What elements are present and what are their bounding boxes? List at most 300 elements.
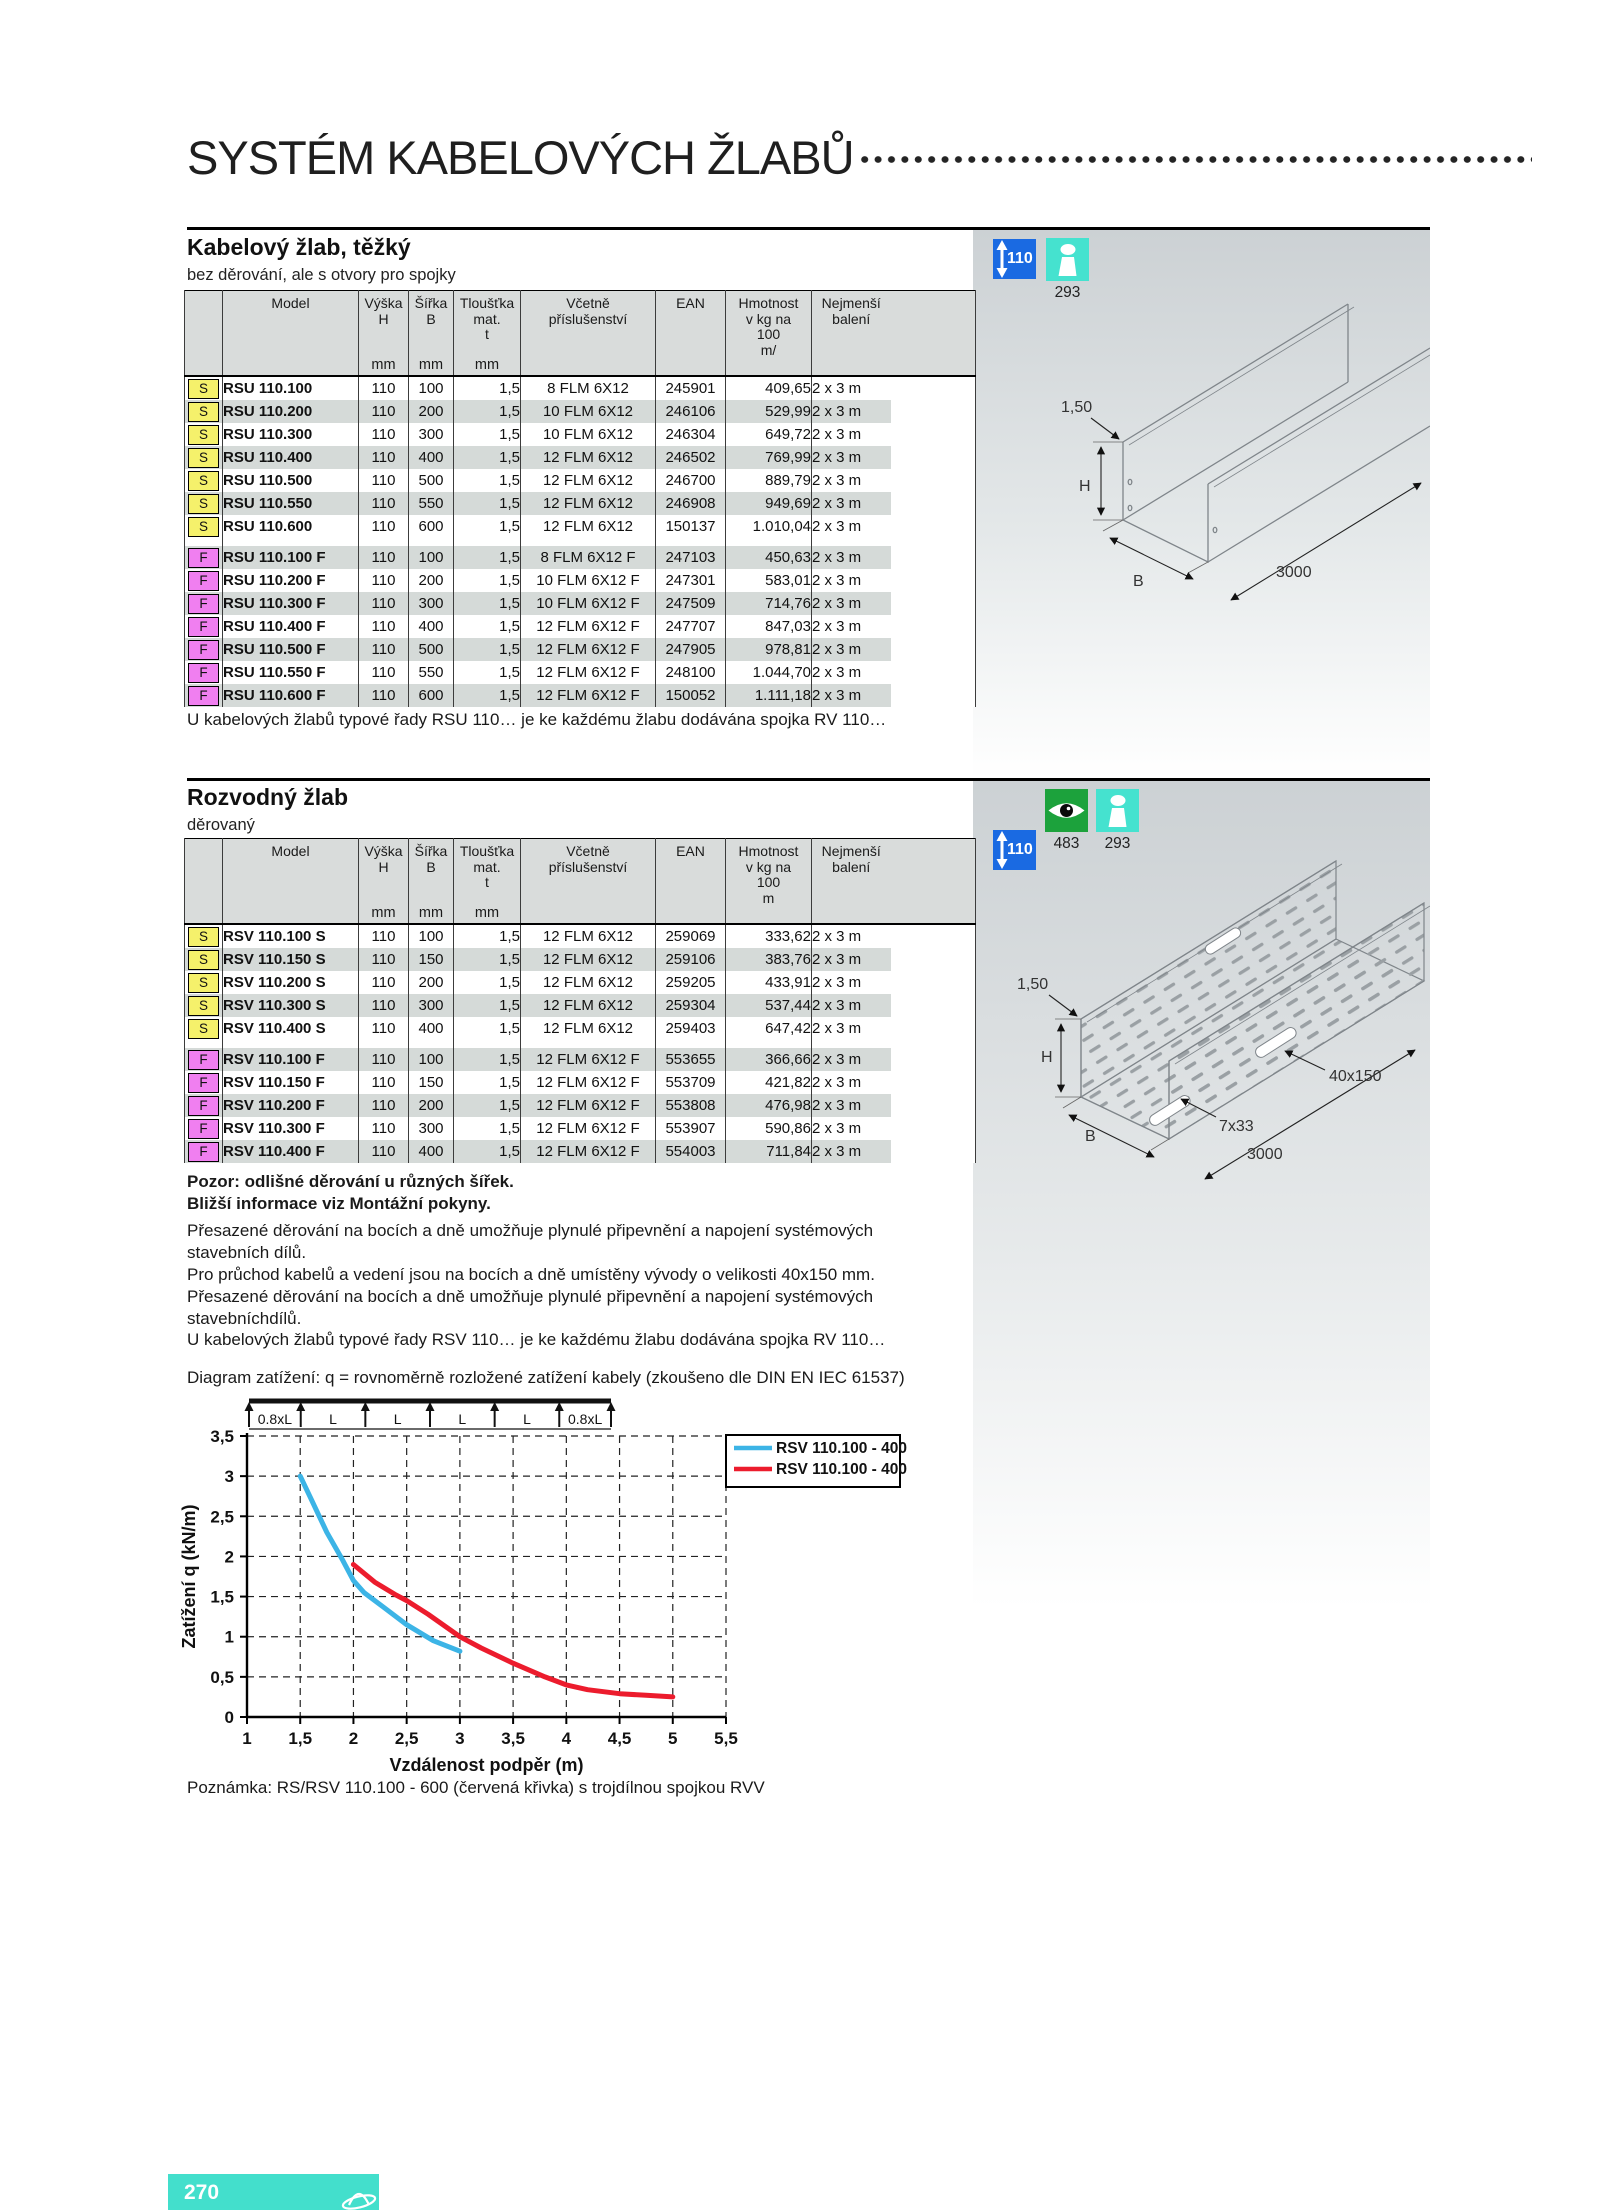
cell-sirka: 300 [409,1117,454,1140]
cell-prislusenstvi: 12 FLM 6X12 F [521,1140,656,1163]
cell-badge [185,971,223,994]
x-tick-label: 3 [455,1729,465,1748]
type-badge-f: F [188,1096,219,1116]
cell-baleni: 2 x 3 m [812,400,891,423]
x-tick-label: 3,5 [501,1729,525,1748]
cell-baleni: 2 x 3 m [812,1117,891,1140]
cell-prislusenstvi: 12 FLM 6X12 [521,492,656,515]
cell-hmotnost: 450,63 [726,546,812,569]
cell-tloustka: 1,5 [454,592,521,615]
type-badge-f: F [188,594,219,614]
cell-tloustka: 1,5 [454,376,521,400]
cell-vyska: 110 [359,661,409,684]
cell-badge [185,1071,223,1094]
height-110-label: 110 [1007,250,1033,267]
x-axis-title: Vzdálenost podpěr (m) [389,1755,584,1775]
cell-tloustka: 1,5 [454,1094,521,1117]
cell-model: RSU 110.300 [223,423,359,446]
cell-prislusenstvi: 12 FLM 6X12 F [521,1117,656,1140]
cell-vyska: 110 [359,569,409,592]
cell-prislusenstvi: 10 FLM 6X12 [521,423,656,446]
cell-prislusenstvi: 12 FLM 6X12 [521,924,656,948]
beam-label: 0.8xL [568,1411,603,1427]
cell-tloustka: 1,5 [454,994,521,1017]
table-row [185,1048,976,1071]
table-row [185,492,976,515]
cell-tloustka: 1,5 [454,423,521,446]
cell-ean: 247509 [656,592,726,615]
y-axis-title: Zatížení q (kN/m) [180,1504,199,1649]
cell-model: RSU 110.500 [223,469,359,492]
cell-badge [185,1140,223,1163]
cell-baleni: 2 x 3 m [812,515,891,538]
cell-tloustka: 1,5 [454,1048,521,1071]
cell-ean: 247707 [656,615,726,638]
col-header-ean: EAN [656,839,726,925]
chart-note: Poznámka: RS/RSV 110.100 - 600 (červená křivka) s trojdílnou spojkou RVV [187,1778,765,1797]
cell-sirka: 150 [409,948,454,971]
cell-model: RSU 110.200 [223,400,359,423]
cell-model: RSU 110.100 [223,376,359,400]
table-row [185,515,976,538]
col-header-hmotnost: Hmotnost v kg na 100 m/ [726,291,812,377]
cell-model: RSU 110.200 F [223,569,359,592]
cell-prislusenstvi: 12 FLM 6X12 [521,1017,656,1040]
cell-sirka: 550 [409,492,454,515]
page-title: SYSTÉM KABELOVÝCH ŽLABŮ [187,131,854,184]
cell-model: RSV 110.300 S [223,994,359,1017]
cell-tloustka: 1,5 [454,515,521,538]
table-row [185,592,976,615]
cell-hmotnost: 409,65 [726,376,812,400]
cell-baleni: 2 x 3 m [812,492,891,515]
cell-ean: 259106 [656,948,726,971]
dim-thickness-label: 1,50 [1061,399,1093,416]
cell-model: RSU 110.550 F [223,661,359,684]
cell-ean: 245901 [656,376,726,400]
cell-prislusenstvi: 12 FLM 6X12 F [521,1094,656,1117]
cell-sirka: 500 [409,638,454,661]
table-row [185,661,976,684]
section1-heading: Kabelový žlab, těžký [187,234,411,260]
cell-sirka: 400 [409,446,454,469]
cell-baleni: 2 x 3 m [812,638,891,661]
cell-sirka: 200 [409,400,454,423]
cell-tloustka: 1,5 [454,546,521,569]
y-tick-label: 0 [224,1708,234,1727]
cell-prislusenstvi: 12 FLM 6X12 F [521,1048,656,1071]
x-tick-label: 1,5 [288,1729,313,1748]
cell-badge [185,924,223,948]
x-tick-label: 5 [668,1729,678,1748]
cell-hmotnost: 1.044,70 [726,661,812,684]
warning-line-1: Pozor: odlišné děrování u různých šířek. [187,1172,514,1191]
cell-tloustka: 1,5 [454,924,521,948]
type-badge-f: F [188,548,219,568]
dim-slot-label: 7x33 [1219,1118,1254,1135]
cell-prislusenstvi: 12 FLM 6X12 [521,446,656,469]
cell-ean: 259069 [656,924,726,948]
cell-badge [185,446,223,469]
beam-label: L [393,1411,402,1427]
cell-ean: 248100 [656,661,726,684]
type-badge-s: S [188,379,219,399]
cell-baleni: 2 x 3 m [812,948,891,971]
cell-vyska: 110 [359,592,409,615]
section1-note: U kabelových žlabů typové řady RSU 110… je ke každému žlabu dodávána spojka RV 110… [187,710,887,729]
table-row [185,948,976,971]
dim-height-label: H [1041,1049,1053,1066]
table-row [185,924,976,948]
body-line: Pro průchod kabelů a vedení jsou na bocích a dně umístěny vývody o velikosti 40x150 mm. [187,1265,875,1284]
table-row [185,446,976,469]
cell-tloustka: 1,5 [454,661,521,684]
table-row [185,1140,976,1163]
x-tick-label: 2 [348,1729,359,1748]
col-header-baleni: Nejmenší balení [812,839,891,925]
cell-ean: 150052 [656,684,726,707]
col-header-model: Model [223,291,359,377]
cell-model: RSU 110.100 F [223,546,359,569]
cell-vyska: 110 [359,1140,409,1163]
cell-model: RSV 110.200 F [223,1094,359,1117]
cell-hmotnost: 529,99 [726,400,812,423]
type-badge-s: S [188,471,219,491]
cell-ean: 246304 [656,423,726,446]
cell-vyska: 110 [359,994,409,1017]
cell-ean: 553709 [656,1071,726,1094]
cell-model: RSV 110.200 S [223,971,359,994]
cell-hmotnost: 537,44 [726,994,812,1017]
cell-prislusenstvi: 10 FLM 6X12 [521,400,656,423]
cell-tloustka: 1,5 [454,446,521,469]
group-spacer [185,538,976,546]
cell-hmotnost: 978,81 [726,638,812,661]
cell-badge [185,615,223,638]
cell-ean: 247301 [656,569,726,592]
cell-ean: 150137 [656,515,726,538]
cell-ean: 553808 [656,1094,726,1117]
type-badge-f: F [188,571,219,591]
col-header-vyska: Výška H mm [359,839,409,925]
cell-model: RSU 110.400 [223,446,359,469]
table-row [185,615,976,638]
beam-label: 0.8xL [257,1411,292,1427]
cell-hmotnost: 647,42 [726,1017,812,1040]
type-badge-f: F [188,617,219,637]
table-row [185,638,976,661]
type-badge-f: F [188,1119,219,1139]
dim-length-label: 3000 [1276,564,1312,581]
cell-prislusenstvi: 12 FLM 6X12 [521,994,656,1017]
section1-subheading: bez děrování, ale s otvory pro spojky [187,266,456,284]
cell-baleni: 2 x 3 m [812,971,891,994]
cell-vyska: 110 [359,400,409,423]
col-header-model: Model [223,839,359,925]
type-badge-f: F [188,686,219,706]
cell-badge [185,638,223,661]
cell-prislusenstvi: 8 FLM 6X12 F [521,546,656,569]
cell-badge [185,948,223,971]
cell-hmotnost: 590,86 [726,1117,812,1140]
table-row [185,1071,976,1094]
cell-model: RSU 110.600 [223,515,359,538]
cell-tloustka: 1,5 [454,569,521,592]
cell-vyska: 110 [359,1117,409,1140]
col-header-tloustka: Tloušťka mat. t mm [454,839,521,925]
cell-sirka: 400 [409,1017,454,1040]
info-icon-ref: 293 [1104,835,1131,852]
col-header-filler [891,291,976,377]
y-tick-label: 2 [224,1547,234,1567]
cell-sirka: 200 [409,1094,454,1117]
cell-prislusenstvi: 12 FLM 6X12 F [521,615,656,638]
info-icon-ref: 293 [1054,284,1081,301]
cell-sirka: 300 [409,994,454,1017]
cell-model: RSU 110.400 F [223,615,359,638]
type-badge-s: S [188,517,219,537]
type-badge-s: S [188,950,219,970]
cell-prislusenstvi: 8 FLM 6X12 [521,376,656,400]
cell-sirka: 550 [409,661,454,684]
cell-hmotnost: 714,76 [726,592,812,615]
table-row [185,971,976,994]
cell-vyska: 110 [359,376,409,400]
legend-label: RSV 110.100 - 400 [776,1440,907,1457]
cell-hmotnost: 769,99 [726,446,812,469]
cell-tloustka: 1,5 [454,469,521,492]
warning-line-2: Bližší informace viz Montážní pokyny. [187,1194,491,1213]
cell-sirka: 600 [409,684,454,707]
cell-badge [185,515,223,538]
cell-model: RSV 110.150 F [223,1071,359,1094]
cell-baleni: 2 x 3 m [812,376,891,400]
cell-ean: 246106 [656,400,726,423]
table-row [185,423,976,446]
eye-icon-ref: 483 [1053,835,1080,852]
cell-model: RSU 110.500 F [223,638,359,661]
table-row [185,469,976,492]
cell-hmotnost: 583,01 [726,569,812,592]
type-badge-s: S [188,448,219,468]
cell-tloustka: 1,5 [454,615,521,638]
cell-model: RSV 110.150 S [223,948,359,971]
cell-vyska: 110 [359,615,409,638]
x-tick-label: 5,5 [714,1729,738,1748]
type-badge-s: S [188,402,219,422]
beam-label: L [523,1411,531,1427]
cell-prislusenstvi: 12 FLM 6X12 F [521,1071,656,1094]
cell-ean: 553655 [656,1048,726,1071]
type-badge-s: S [188,494,219,514]
cell-baleni: 2 x 3 m [812,423,891,446]
height-110-label: 110 [1007,841,1033,858]
cell-baleni: 2 x 3 m [812,1017,891,1040]
col-header-prislusenstvi: Včetně příslušenství [521,291,656,377]
cell-tloustka: 1,5 [454,1071,521,1094]
cell-baleni: 2 x 3 m [812,1071,891,1094]
cell-model: RSU 110.600 F [223,684,359,707]
cell-badge [185,423,223,446]
type-badge-f: F [188,1073,219,1093]
tray-drawing-plain [973,230,1430,778]
cell-vyska: 110 [359,638,409,661]
cell-model: RSV 110.400 S [223,1017,359,1040]
dim-height-label: H [1079,478,1091,495]
type-badge-f: F [188,1050,219,1070]
load-diagram [180,1393,1020,1823]
cell-sirka: 100 [409,1048,454,1071]
cell-vyska: 110 [359,515,409,538]
cell-hmotnost: 847,03 [726,615,812,638]
cell-hmotnost: 1.111,18 [726,684,812,707]
cell-hmotnost: 433,91 [726,971,812,994]
cell-tloustka: 1,5 [454,638,521,661]
cell-vyska: 110 [359,948,409,971]
cell-ean: 246502 [656,446,726,469]
cell-model: RSV 110.100 S [223,924,359,948]
cell-hmotnost: 366,66 [726,1048,812,1071]
cell-sirka: 400 [409,1140,454,1163]
cell-baleni: 2 x 3 m [812,661,891,684]
cell-hmotnost: 949,69 [726,492,812,515]
cell-hmotnost: 889,79 [726,469,812,492]
page-number: 270 [184,2181,220,2204]
cell-sirka: 300 [409,592,454,615]
body-line: Přesazené děrování na bocích a dně umožňuje plynulé připevnění a napojení systémových [187,1221,874,1240]
cell-badge [185,994,223,1017]
cell-tloustka: 1,5 [454,400,521,423]
dim-length-label: 3000 [1247,1146,1283,1163]
cell-tloustka: 1,5 [454,1017,521,1040]
cell-badge [185,400,223,423]
dim-width-label: B [1085,1128,1096,1145]
cell-vyska: 110 [359,924,409,948]
cell-baleni: 2 x 3 m [812,1094,891,1117]
table-row [185,994,976,1017]
y-tick-label: 1,5 [210,1587,234,1607]
cell-tloustka: 1,5 [454,492,521,515]
table-row [185,1017,976,1040]
col-header-sirka: Šířka B mm [409,839,454,925]
series-line [300,1476,460,1651]
beam-diagram [245,1401,616,1429]
brand-logo-icon [340,2179,378,2210]
cell-sirka: 400 [409,615,454,638]
col-header-vyska: Výška H mm [359,291,409,377]
chart-caption: Diagram zatížení: q = rovnoměrně rozložené zatížení kabely (zkoušeno dle DIN EN IEC 61537) [187,1368,905,1387]
cell-prislusenstvi: 12 FLM 6X12 F [521,684,656,707]
cell-ean: 259304 [656,994,726,1017]
beam-label: L [458,1411,467,1427]
cell-ean: 553907 [656,1117,726,1140]
dim-width-label: B [1133,573,1144,590]
cell-model: RSV 110.400 F [223,1140,359,1163]
cell-tloustka: 1,5 [454,948,521,971]
type-badge-f: F [188,663,219,683]
cell-sirka: 100 [409,924,454,948]
cell-hmotnost: 711,84 [726,1140,812,1163]
cell-vyska: 110 [359,446,409,469]
cell-sirka: 600 [409,515,454,538]
cell-tloustka: 1,5 [454,1140,521,1163]
cell-vyska: 110 [359,971,409,994]
body-paragraphs [187,1220,875,1330]
cell-sirka: 300 [409,423,454,446]
cell-badge [185,1017,223,1040]
cell-tloustka: 1,5 [454,1117,521,1140]
cell-ean: 246700 [656,469,726,492]
product-table-rsv [184,838,976,1163]
type-badge-f: F [188,1142,219,1162]
cell-baleni: 2 x 3 m [812,469,891,492]
cell-tloustka: 1,5 [454,971,521,994]
product-table-rsu [184,290,976,707]
cell-prislusenstvi: 12 FLM 6X12 [521,948,656,971]
col-header-tloustka: Tloušťka mat. t mm [454,291,521,377]
chart-legend [726,1435,907,1487]
cell-badge [185,492,223,515]
beam-label: L [329,1411,337,1427]
type-badge-s: S [188,1019,219,1039]
cell-badge [185,1117,223,1140]
type-badge-s: S [188,973,219,993]
cell-ean: 259403 [656,1017,726,1040]
table-row [185,1117,976,1140]
group-spacer [185,1040,976,1048]
cell-vyska: 110 [359,684,409,707]
cell-ean: 554003 [656,1140,726,1163]
cell-prislusenstvi: 12 FLM 6X12 [521,469,656,492]
legend-label: RSV 110.100 - 400 [776,1461,907,1478]
cell-vyska: 110 [359,546,409,569]
table-row [185,546,976,569]
cell-ean: 247103 [656,546,726,569]
cell-prislusenstvi: 12 FLM 6X12 [521,515,656,538]
cell-prislusenstvi: 12 FLM 6X12 [521,971,656,994]
x-tick-label: 1 [242,1729,252,1748]
cell-vyska: 110 [359,469,409,492]
cell-ean: 246908 [656,492,726,515]
col-header-baleni: Nejmenší balení [812,291,891,377]
cell-sirka: 100 [409,546,454,569]
section2-note: U kabelových žlabů typové řady RSV 110… je ke každému žlabu dodávána spojka RV 110… [187,1330,886,1349]
cell-baleni: 2 x 3 m [812,924,891,948]
cell-hmotnost: 476,98 [726,1094,812,1117]
col-header-filler [891,839,976,925]
table-row [185,684,976,707]
type-badge-s: S [188,425,219,445]
col-header-hmotnost: Hmotnost v kg na 100 m [726,839,812,925]
cell-baleni: 2 x 3 m [812,1048,891,1071]
cell-sirka: 200 [409,971,454,994]
dotted-leader [858,156,1532,163]
table-row [185,569,976,592]
col-header-prislusenstvi: Včetně příslušenství [521,839,656,925]
cell-badge [185,546,223,569]
cell-prislusenstvi: 12 FLM 6X12 F [521,661,656,684]
cell-badge [185,592,223,615]
cell-badge [185,569,223,592]
cell-sirka: 200 [409,569,454,592]
x-tick-label: 2,5 [394,1729,419,1748]
cell-baleni: 2 x 3 m [812,615,891,638]
x-tick-label: 4 [561,1729,572,1748]
cell-baleni: 2 x 3 m [812,684,891,707]
cell-tloustka: 1,5 [454,684,521,707]
cell-vyska: 110 [359,1094,409,1117]
col-header-ean: EAN [656,291,726,377]
